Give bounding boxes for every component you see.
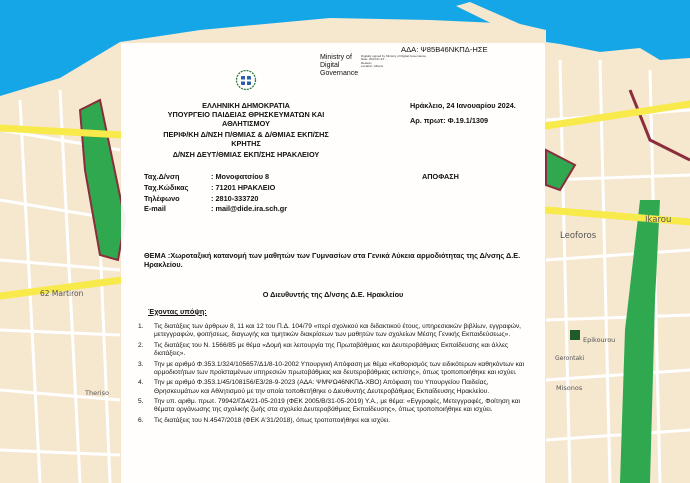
header-line-4: ΠΕΡΙΦ/ΚΗ Δ/ΝΣΗ Π/ΘΜΙΑΣ & Δ/ΘΜΙΑΣ ΕΚΠ/ΣΗΣ	[163, 130, 329, 139]
map-label-leoforos: Leoforos	[560, 231, 597, 241]
address-label: Ταχ.Δ/νση	[144, 172, 180, 181]
map-label-misonos: Misonos	[556, 384, 583, 392]
zip-label: Ταχ.Κώδικας	[144, 183, 189, 192]
considerations-list	[138, 323, 533, 428]
list-item: 2. Τις διατάξεις του Ν. 1566/85 με θέμα «Δομή και λειτουργία της Πρωτοβάθμιας και Δευτεροβάθμιας Εκπαίδευσης και άλλες διατάξεις».	[138, 341, 509, 357]
place-date: Ηράκλειο, 24 Ιανουαρίου 2024.	[410, 101, 516, 110]
signature-ministry: Ministry of Digital Governance	[320, 54, 359, 77]
list-item: 5. Την υπ. αριθμ. πρωτ. 79942/ΓΔ4/21-05-2019 (ΦΕΚ 2005/Β/31-05-2019) Υ.Α., με θέμα: «Εγγραφές, Μετεγγραφές, Φοίτηση και θέματα οργάνωσης της σχολικής ζωής στα σχολεία Δευτεροβάθμιας Εκπαίδευσης», όπως τροποποιήθηκε και ισχύει.	[138, 398, 520, 414]
list-item: 3. Την με αριθμό Φ.353.1/324/105657/Δ1/8-10-2002 Υπουργική Απόφαση με θέμα «Καθορισμός των ειδικότερων καθηκόντων και αρμοδιοτήτων των προϊσταμένων υπηρεσιών πρωτοβάθμιας και δευτεροβάθμιας εκπ/σης», όπως τροποποιήθηκε και ισχύει.	[138, 360, 525, 376]
list-item: 6. Τις διατάξεις του Ν.4547/2018 (ΦΕΚ Α'31/2018), όπως τροποποιήθηκε και ισχύει.	[138, 416, 391, 424]
address-value: : Μονοφατσίου 8	[211, 172, 270, 181]
header-line-5: ΚΡΗΤΗΣ	[231, 139, 261, 148]
director-line: Ο Διευθυντής της Δ/νσης Δ.Ε. Ηρακλείου	[262, 290, 404, 299]
zip-value: : 71201 ΗΡΑΚΛΕΙΟ	[211, 183, 276, 192]
protocol-number: Αρ. πρωτ: Φ.19.1/1309	[410, 116, 489, 125]
header-line-1: ΕΛΛΗΝΙΚΗ ΔΗΜΟΚΡΑΤΙΑ	[202, 101, 290, 110]
map-label-martiron: 62 Martiron	[40, 289, 84, 298]
having-regard-heading: Έχοντας υπόψη:	[148, 307, 207, 316]
list-item: 4. Την με αριθμό Φ.353.1/45/108156/Ε3/28-9-2023 (ΑΔΑ: ΨΜΨΩ46ΝΚΠΔ-ΧΒΟ) Απόφαση του Υπουργείου Παιδείας, Θρησκευμάτων και Αθλητισμού με την οποία τοποθετήθηκε ο Διευθυντής Δευτεροβάθμιας Εκπαίδευσης Ηρακλείου.	[138, 379, 490, 395]
map-label-epikourou: Epikourou	[583, 336, 616, 344]
signature-details: Digitally signed by Ministry of Digital Governance Date: 2024.01.24 ... Reason: Location: Athens	[361, 54, 427, 69]
map-label-theriso: Theriso	[85, 389, 109, 397]
list-item: 1. Τις διατάξεις των άρθρων 8, 11 και 12 του Π.Δ. 104/79 «περί σχολικού και διδακτικού έτους, υπηρεσιακών βιβλίων, εγγραφών, μετεγγραφών, φοιτήσεως, διαγωγής και τιμητικών διακρίσεων των μαθητών των σχολείων Μέσης Γενικής Εκπαιδεύσεως».	[138, 323, 522, 339]
phone-label: Τηλέφωνο	[144, 194, 180, 203]
subject-line: ΘΕΜΑ :Χωροταξική κατανομή των μαθητών των Γυμνασίων στα Γενικά Λύκεια αρμοδιότητας της Δ/νσης Δ.Ε. Ηρακλείου.	[144, 251, 521, 269]
email-value: : mail@dide.ira.sch.gr	[211, 204, 288, 213]
email-label: E-mail	[144, 204, 166, 213]
header-line-6: Δ/ΝΣΗ ΔΕΥΤ/ΘΜΙΑΣ ΕΚΠ/ΣΗΣ ΗΡΑΚΛΕΙΟΥ	[172, 150, 320, 159]
header-line-3: ΑΘΛΗΤΙΣΜΟΥ	[222, 119, 270, 128]
map-label-gerontaki: Gerontaki	[555, 355, 585, 362]
map-label-ikarou: Ikarou	[645, 215, 672, 225]
greek-emblem-icon	[235, 69, 257, 91]
ada-code: ΑΔΑ: Ψ85Β46ΝΚΠΔ-ΗΣΕ	[401, 45, 488, 54]
phone-value: : 2810-333720	[211, 194, 259, 203]
decision-title: ΑΠΟΦΑΣΗ	[422, 172, 459, 181]
landmark-building	[570, 330, 580, 340]
header-line-2: ΥΠΟΥΡΓΕΙΟ ΠΑΙΔΕΙΑΣ ΘΡΗΣΚΕΥΜΑΤΩΝ ΚΑΙ	[167, 110, 325, 119]
decision-document	[121, 43, 545, 483]
